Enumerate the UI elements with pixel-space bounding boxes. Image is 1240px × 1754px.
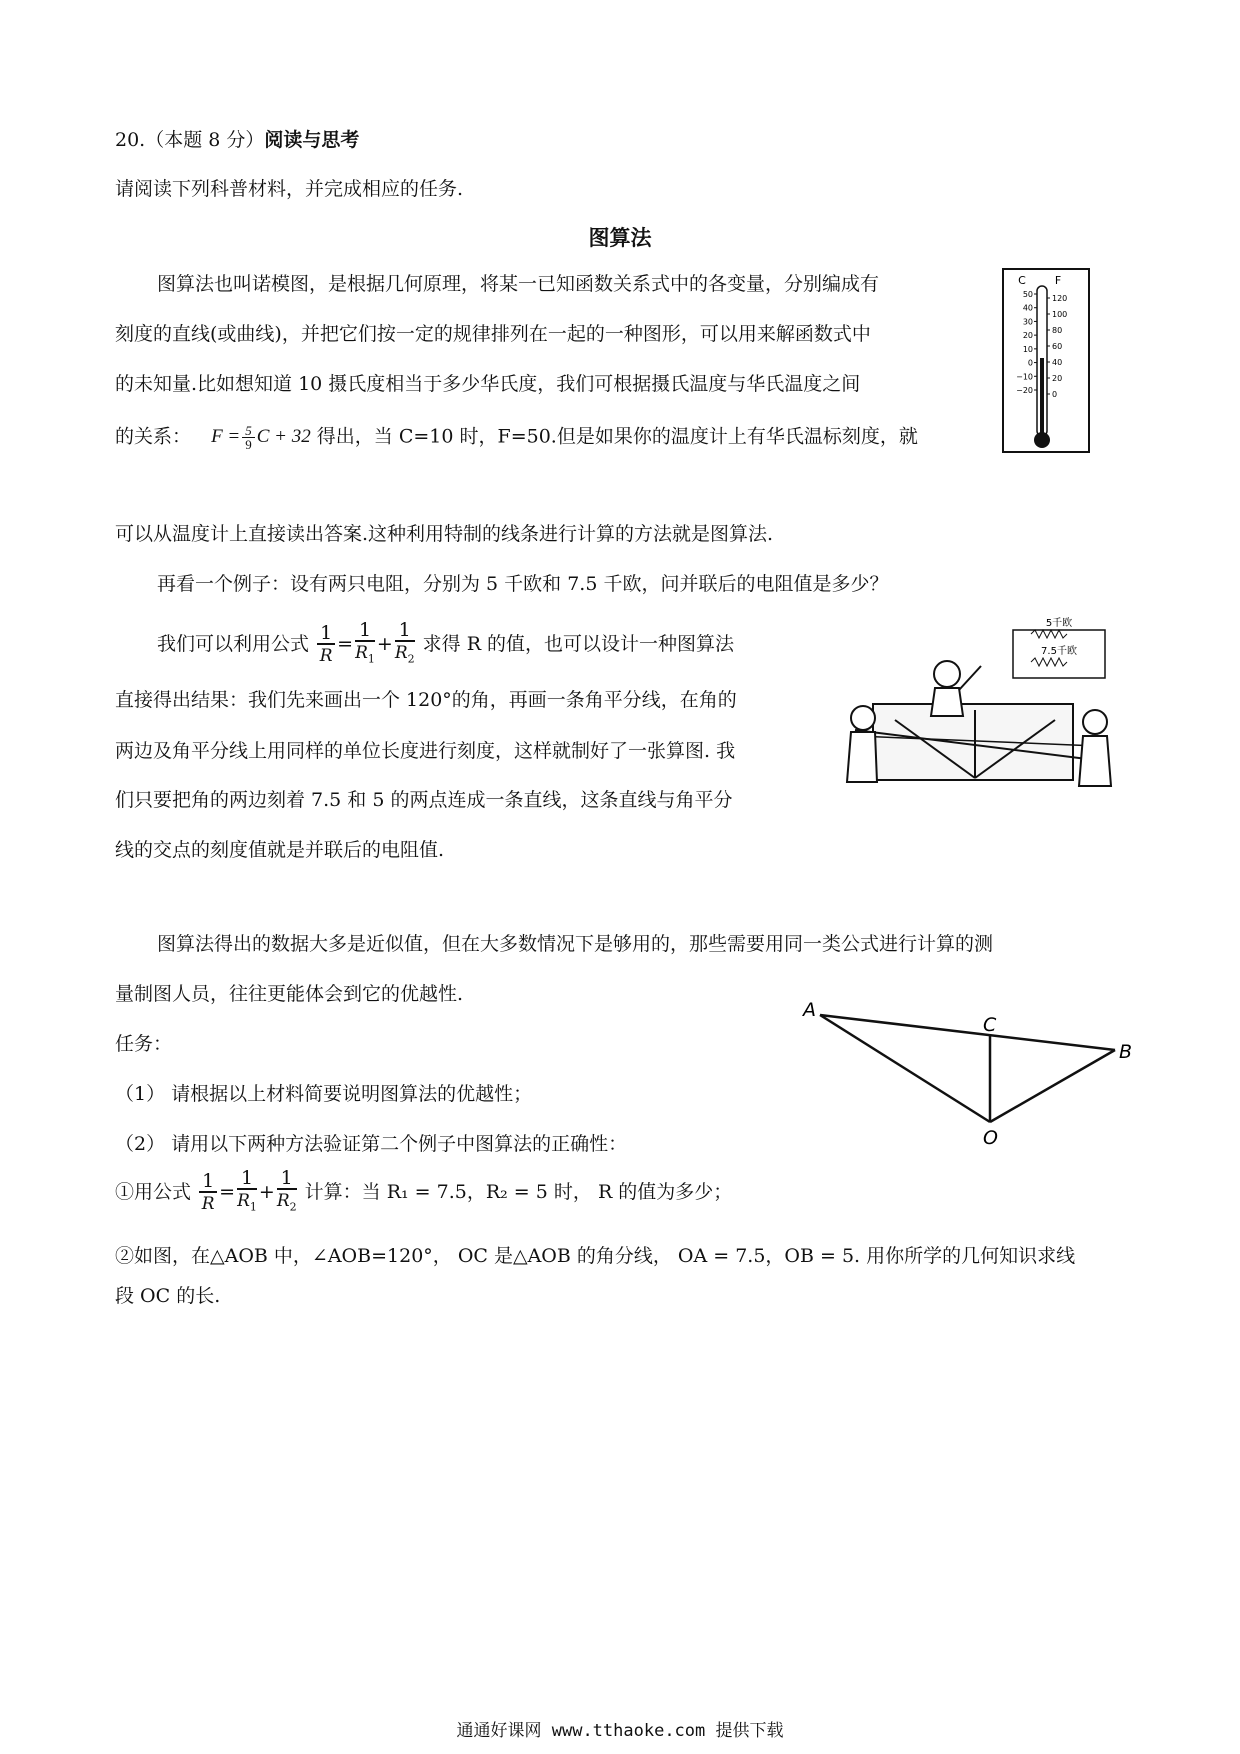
problem-header	[115, 128, 359, 152]
problem-title: 阅读与思考	[264, 129, 360, 151]
problem-number: 20.（本题 8 分）	[115, 129, 265, 151]
p2-line6: 线的交点的刻度值就是并联后的电阻值.	[115, 839, 445, 861]
task-formula-1-over-R2: $\frac{1}{R_2}$	[276, 1166, 297, 1214]
intro-text: 请阅读下列科普材料，并完成相应的任务.	[115, 178, 464, 200]
task-2-method-1-prefix: ①用公式	[115, 1181, 192, 1203]
p2-line4: 两边及角平分线上用同样的单位长度进行刻度，这样就制好了一张算图. 我	[115, 740, 736, 762]
task-formula-plus: +	[258, 1181, 275, 1203]
label-b: B	[1119, 1041, 1133, 1063]
triangle-aob-figure	[795, 1000, 1140, 1150]
p1-line3: 的未知量.比如想知道 10 摄氏度相当于多少华氏度，我们可根据摄氏温度与华氏温度之间	[115, 373, 861, 395]
p2-line2-prefix: 我们可以利用公式	[157, 633, 310, 655]
fahrenheit-formula: F = $\frac{5}{9}$ C + 32	[211, 423, 311, 452]
label-a: A	[803, 1000, 816, 1021]
p2-line2-suffix: 求得 R 的值，也可以设计一种图算法	[422, 633, 735, 655]
article-title: 图算法	[588, 226, 652, 250]
p1-line4-suffix: 得出，当 C=10 时，F=50.但是如果你的温度计上有华氏温标刻度，就	[316, 425, 918, 448]
thermometer-c-tick: 30	[1022, 317, 1033, 327]
task-label: 任务：	[115, 1033, 173, 1055]
thermometer-f-tick: 80	[1052, 326, 1063, 335]
p3-line1: 图算法得出的数据大多是近似值，但在大多数情况下是够用的，那些需要用同一类公式进行计算的测	[157, 933, 994, 955]
thermometer-f-tick: 60	[1052, 342, 1063, 351]
thermometer-c-tick: 50	[1022, 290, 1033, 299]
task-2-method-1-suffix: 计算：当 R₁ = 7.5，R₂ = 5 时， R 的值为多少；	[304, 1181, 733, 1203]
p3-line2: 量制图人员，往往更能体会到它的优越性.	[115, 983, 464, 1005]
thermometer-c-tick: 0	[1027, 358, 1033, 368]
task-formula-1-over-R: $\frac{1}{R}$	[199, 1171, 217, 1215]
thermometer-c-tick: 10	[1022, 344, 1033, 354]
segment-ab	[820, 1015, 1115, 1050]
thermometer-f-tick: 40	[1052, 358, 1063, 367]
thermometer-c-tick: 20	[1022, 331, 1033, 341]
p2-line1: 再看一个例子：设有两只电阻，分别为 5 千欧和 7.5 千欧，问并联后的电阻值是多少？	[157, 573, 889, 595]
task-1: （1） 请根据以上材料简要说明图算法的优越性；	[115, 1083, 533, 1105]
page-footer: 通通好课网 www.tthaoke.com 提供下载	[456, 1721, 784, 1741]
task-2: （2） 请用以下两种方法验证第二个例子中图算法的正确性：	[115, 1133, 628, 1155]
p2-line2	[157, 614, 734, 674]
resistor-75k-label: 7.5千欧	[1041, 646, 1077, 657]
formula-plus: +	[376, 633, 393, 655]
p2-line5: 们只要把角的两边刻着 7.5 和 5 的两点连成一条直线，这条直线与角平分	[115, 789, 733, 811]
p1-line4-prefix: 的关系：	[115, 425, 192, 448]
thermometer-c-tick: −10	[1016, 372, 1033, 382]
p1-line1: 图算法也叫诺模图，是根据几何原理，将某一已知函数关系式中的各变量，分别编成有	[157, 273, 880, 295]
task-formula-equals: =	[219, 1181, 236, 1203]
p1-line2: 刻度的直线(或曲线)，并把它们按一定的规律排列在一起的一种图形，可以用来解函数式中	[115, 323, 871, 345]
task-formula-1-over-R1: $\frac{1}{R_1}$	[237, 1166, 257, 1214]
thermometer-image	[1002, 268, 1090, 453]
thermometer-f-tick: 100	[1052, 310, 1068, 319]
thermometer-f-label: F	[1054, 274, 1062, 287]
thermometer-f-tick: 20	[1052, 374, 1063, 383]
p1-line5: 可以从温度计上直接读出答案.这种利用特制的线条进行计算的方法就是图算法.	[115, 523, 774, 545]
task-2-method-2-line1: ②如图，在△AOB 中，∠AOB=120°， OC 是△AOB 的角分线， OA = 7.5，OB = 5. 用你所学的几何知识求线	[115, 1245, 1076, 1267]
p1-line4	[115, 424, 918, 452]
formula-1-over-R2: $\frac{1}{R_2}$	[394, 618, 415, 666]
thermometer-c-label: C	[1018, 274, 1026, 287]
segment-ob	[990, 1050, 1115, 1122]
formula-1-over-R: $\frac{1}{R}$	[317, 623, 335, 667]
label-c: C	[983, 1014, 997, 1036]
nomogram-cartoon-image	[835, 610, 1125, 795]
task-2-method-1	[115, 1162, 732, 1222]
resistor-5k-label: 5千欧	[1045, 618, 1073, 629]
thermometer-f-tick: 0	[1052, 390, 1058, 399]
thermometer-c-tick: −20	[1016, 386, 1033, 395]
thermometer-f-tick: 120	[1052, 294, 1068, 303]
formula-1-over-R1: $\frac{1}{R_1}$	[355, 618, 375, 666]
task-2-method-2-line2: 段 OC 的长.	[115, 1285, 221, 1307]
formula-equals: =	[337, 633, 354, 655]
p2-line3: 直接得出结果：我们先来画出一个 120°的角，再画一条角平分线，在角的	[115, 689, 737, 711]
label-o: O	[983, 1127, 998, 1149]
thermometer-c-tick: 40	[1022, 303, 1033, 313]
